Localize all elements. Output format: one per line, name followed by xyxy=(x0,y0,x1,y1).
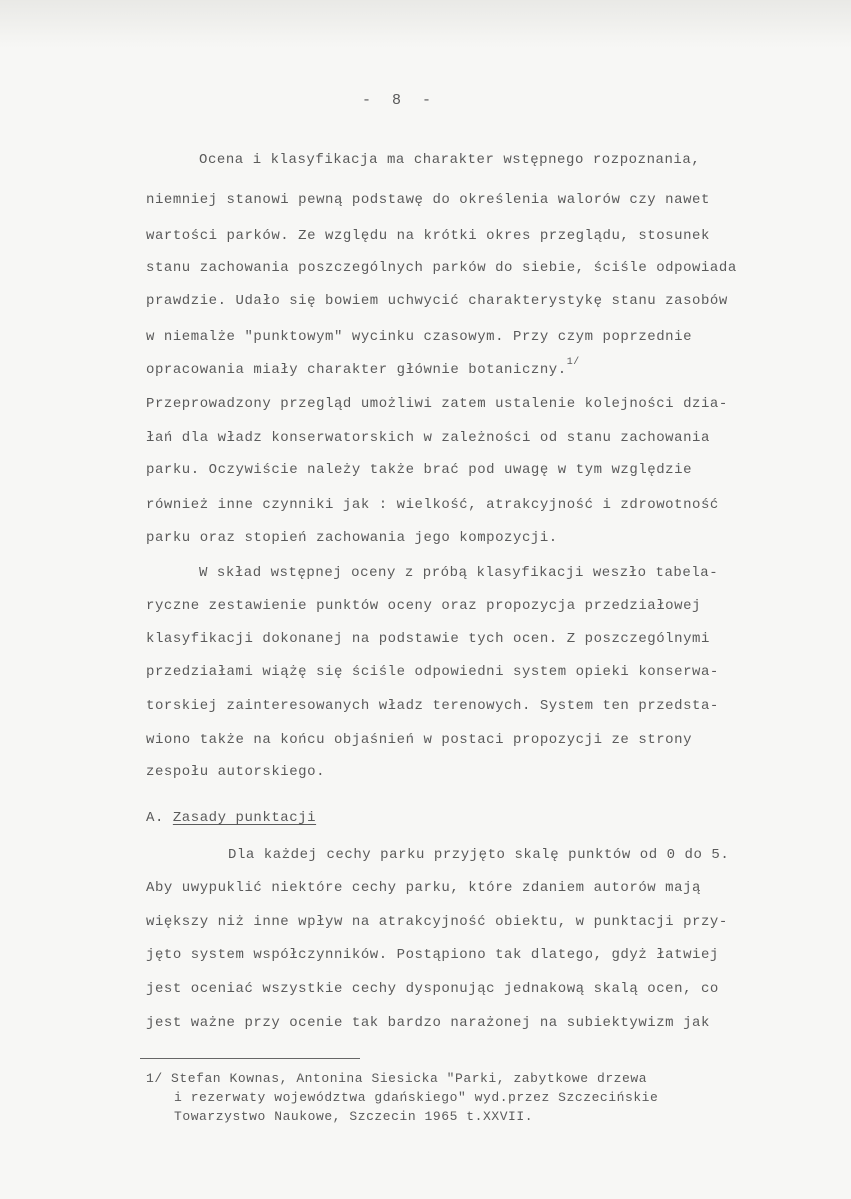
footnote-divider xyxy=(140,1058,360,1059)
text-line: wartości parków. Ze względu na krótki okres przeglądu, stosunek xyxy=(146,228,710,244)
text-line: wiono także na końcu objaśnień w postaci propozycji ze strony xyxy=(146,732,693,748)
text-line: W skład wstępnej oceny z próbą klasyfikacji weszło tabela- xyxy=(199,565,719,581)
text-line: niemniej stanowi pewną podstawę do określenia walorów czy nawet xyxy=(146,192,710,208)
text-line-content: opracowania miały charakter głównie botaniczny. xyxy=(146,362,567,378)
scan-shadow xyxy=(0,0,851,48)
text-line: łań dla władz konserwatorskich w zależności od stanu zachowania xyxy=(146,430,710,446)
text-line: parku oraz stopień zachowania jego kompozycji. xyxy=(146,530,558,546)
text-line: jęto system współczynników. Postąpiono tak dlatego, gdyż łatwiej xyxy=(146,947,719,963)
text-line: stanu zachowania poszczególnych parków do siebie, ściśle odpowiada xyxy=(146,260,737,276)
text-line: zespołu autorskiego. xyxy=(146,764,326,780)
footnote-line: 1/ Stefan Kownas, Antonina Siesicka "Parki, zabytkowe drzewa xyxy=(146,1071,648,1086)
text-line: parku. Oczywiście należy także brać pod uwagę w tym względzie xyxy=(146,462,693,478)
text-line: Aby uwypuklić niektóre cechy parku, które zdaniem autorów mają xyxy=(146,880,701,896)
section-label: A. xyxy=(146,810,164,826)
text-line: jest ważne przy ocenie tak bardzo narażonej na subiektywizm jak xyxy=(146,1015,710,1031)
text-line: również inne czynniki jak : wielkość, atrakcyjność i zdrowotność xyxy=(146,497,719,513)
text-line: prawdzie. Udało się bowiem uchwycić charakterystykę stanu zasobów xyxy=(146,293,728,309)
section-heading xyxy=(146,810,316,826)
text-line xyxy=(146,357,580,378)
text-line: większy niż inne wpływ na atrakcyjność obiektu, w punktacji przy- xyxy=(146,914,728,930)
page-number: - 8 - xyxy=(362,92,438,109)
text-line: Przeprowadzony przegląd umożliwi zatem ustalenie kolejności dzia- xyxy=(146,396,728,412)
footnote-reference: 1/ xyxy=(566,357,580,368)
text-line: Dla każdej cechy parku przyjęto skalę punktów od 0 do 5. xyxy=(228,847,730,863)
text-line: ryczne zestawienie punktów oceny oraz propozycja przedziałowej xyxy=(146,598,701,614)
text-line: klasyfikacji dokonanej na podstawie tych ocen. Z poszczególnymi xyxy=(146,631,710,647)
section-title: Zasady punktacji xyxy=(172,810,317,826)
text-line: w niemalże "punktowym" wycinku czasowym. Przy czym poprzednie xyxy=(146,329,693,345)
text-line: jest oceniać wszystkie cechy dysponując jednakową skalą ocen, co xyxy=(146,981,719,997)
footnote-line: i rezerwaty województwa gdańskiego" wyd.przez Szczecińskie xyxy=(174,1090,659,1105)
text-line: torskiej zainteresowanych władz terenowych. System ten przedsta- xyxy=(146,698,719,714)
text-line: przedziałami wiążę się ściśle odpowiedni system opieki konserwa- xyxy=(146,664,719,680)
footnote-line: Towarzystwo Naukowe, Szczecin 1965 t.XXVII. xyxy=(174,1109,534,1124)
text-line: Ocena i klasyfikacja ma charakter wstępnego rozpoznania, xyxy=(199,152,701,168)
